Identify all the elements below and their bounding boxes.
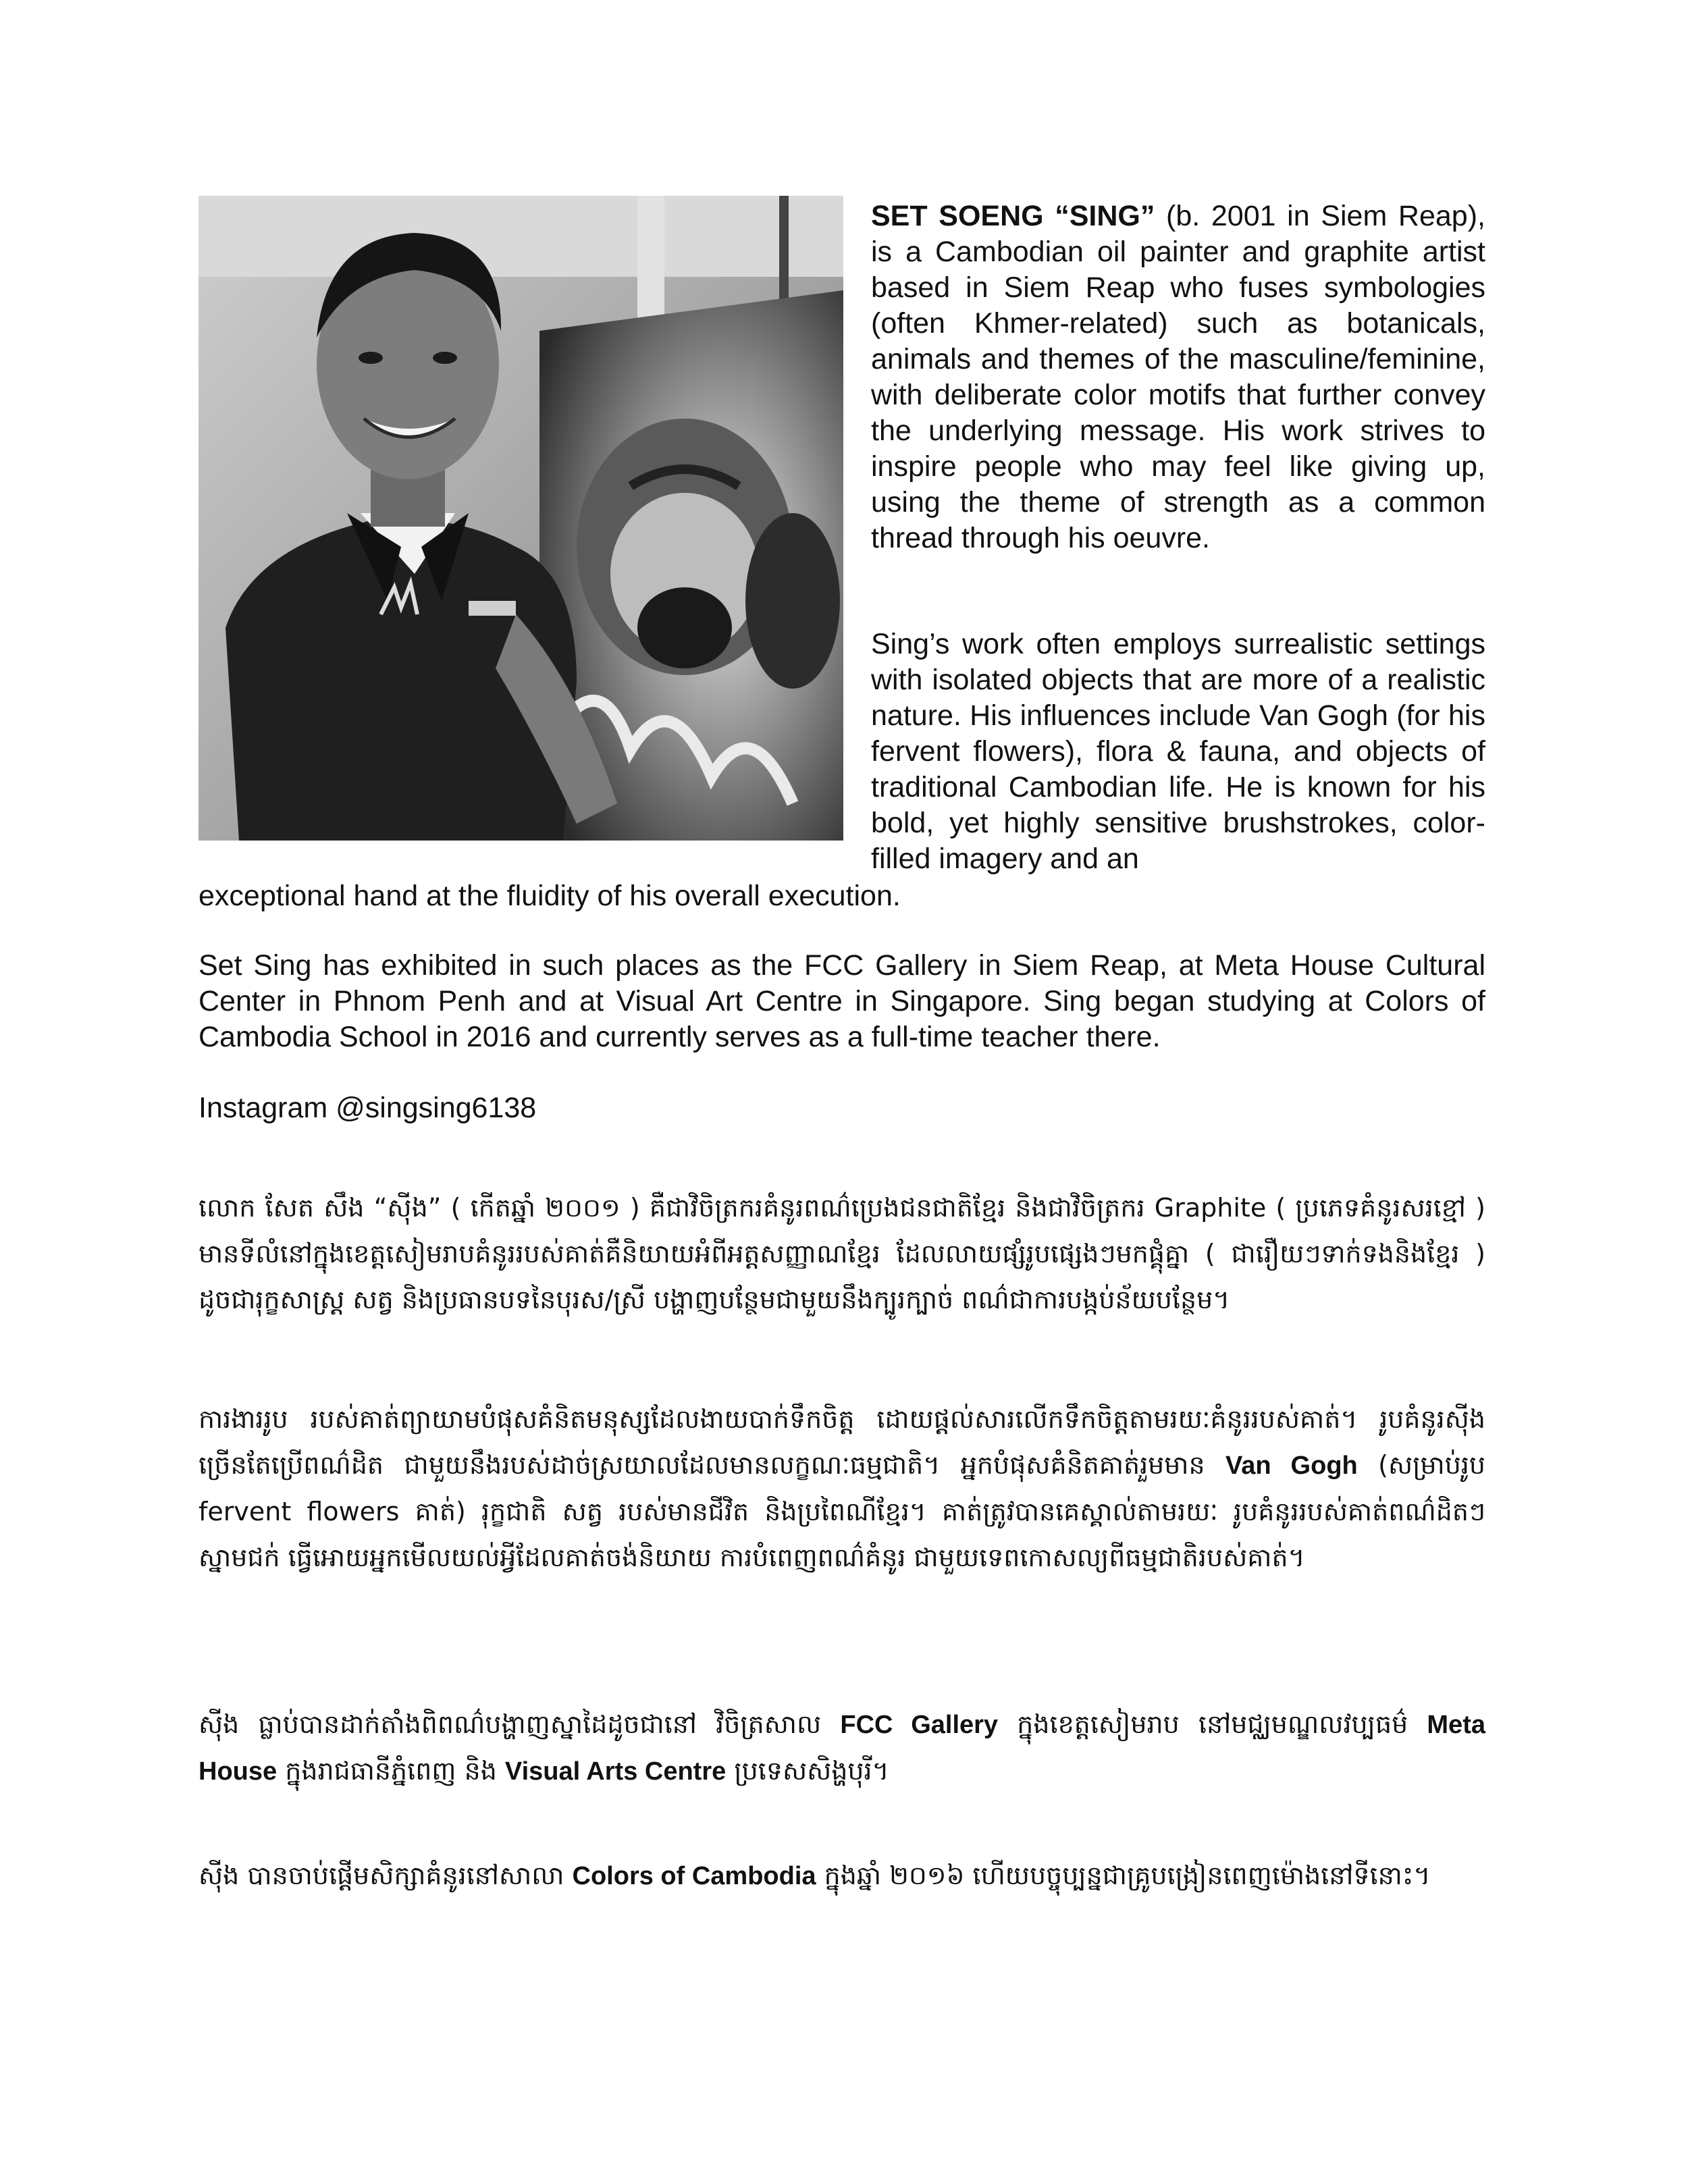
english-influences-tail: exceptional hand at the fluidity of his overall execution. bbox=[199, 880, 901, 912]
khmer-exhibitions-text-a: ស៊ីង ធ្លាប់បានដាក់តាំងពិពណ៌បង្ហាញស្នាដៃដូចជានៅ វិចិត្រសាល bbox=[199, 1709, 841, 1739]
artist-portrait-photo bbox=[199, 196, 843, 841]
instagram-handle: Instagram @singsing6138 bbox=[199, 1092, 537, 1124]
khmer-school-text-b: ក្នុងឆ្នាំ ២០១៦ ហើយបច្ចុប្បន្នជាគ្រូបង្រៀនពេញម៉ោងនៅទីនោះ។ bbox=[816, 1861, 1431, 1890]
khmer-exhibitions-paragraph bbox=[199, 1701, 1485, 1794]
khmer-exhibitions-text-c: ក្នុងរាជធានីភ្នំពេញ និង bbox=[277, 1756, 505, 1786]
artist-name-heading: SET SOENG “SING” bbox=[871, 200, 1155, 232]
khmer-fcc-gallery: FCC Gallery bbox=[840, 1711, 999, 1739]
khmer-bio-paragraph: លោក សែត សឹង “ស៊ីង” ( កើតឆ្នាំ ២០០១ ) គឺជាវិចិត្រករគំនូរពណ៌ប្រេងជនជាតិខ្មែរ និងជាវិចិត្រករ Graphite ( ប្រភេទគំនូរសរខ្មៅ ) មានទីលំនៅក្នុងខេត្តសៀមរាបគំនូររបស់គាត់គឺនិយាយអំពីអត្តសញ្ញាណខ្មែរ ដែលលាយផ្សំរូបផ្សេងៗមកផ្គុំគ្នា ( ជារឿយៗទាក់ទងនិងខ្មែរ ) ដូចជារុក្ខសាស្រ្ត សត្វ និងប្រធានបទនៃបុរស/ស្រី បង្ហាញបន្ថែមជាមួយនឹងក្បូរក្បាច់ ពណ៌ជាការបង្កប់ន័យបន្ថែម។ bbox=[199, 1193, 1485, 1314]
english-bio-text: (b. 2001 in Siem Reap), is a Cambodian oil painter and graphite artist based in Siem Reap who fuses symbologies (often Khmer-related) such as botanicals, animals and themes of the masculine/feminine, with deliberate color motifs that further convey the underlying message. His work strives to inspire people who may feel like giving up, using the theme of strength as a common thread through his oeuvre. bbox=[871, 200, 1485, 554]
khmer-visual-arts-centre: Visual Arts Centre bbox=[504, 1757, 727, 1786]
english-exhibitions-paragraph: Set Sing has exhibited in such places as the FCC Gallery in Siem Reap, at Meta House Cultural Center in Phnom Penh and at Visual Art Centre in Singapore. Sing began studying at Colors of Cambodia School in 2016 and currently serves as a full-time teacher there. bbox=[199, 949, 1485, 1053]
khmer-influences-text-b: (សម្រាប់រូប fervent flowers គាត់) រុក្ខជាតិ សត្វ របស់មានជីវិត និងប្រពៃណីខ្មែរ។ គាត់ត្រូវបានគេស្គាល់តាមរយៈ រូបគំនូររបស់គាត់ពណ៌ដិតៗ ស្នាមជក់ ធ្វើអោយអ្នកមើលយល់អ្វីដែលគាត់ចង់និយាយ ការបំពេញពណ៌គំនូរ ជាមួយទេពកោសល្យពីធម្មជាតិរបស់គាត់។ bbox=[199, 1450, 1485, 1572]
khmer-van-gogh: Van Gogh bbox=[1225, 1451, 1358, 1480]
english-bio-paragraph bbox=[871, 198, 1485, 556]
khmer-influences-text-a: ការងាររូប របស់គាត់ព្យាយាមបំផុសគំនិតមនុស្សដែលងាយបាក់ទឹកចិត្ត ដោយផ្តល់សារលើកទឹកចិត្តតាមរយៈគំនូររបស់គាត់។ រូបគំនូរស៊ីង ច្រើនតែប្រើពណ៌ដិត ជាមួយនឹងរបស់ដាច់ស្រយាលដែលមានលក្ខណៈធម្មជាតិ។ អ្នកបំផុសគំនិតគាត់រួមមាន bbox=[199, 1404, 1485, 1480]
khmer-meta-house: Meta House bbox=[199, 1711, 1485, 1786]
khmer-school-text-a: ស៊ីង បានចាប់ផ្តើមសិក្សាគំនូរនៅសាលា bbox=[199, 1861, 573, 1890]
khmer-colors-of-cambodia: Colors of Cambodia bbox=[572, 1862, 816, 1890]
khmer-exhibitions-text-d: ប្រទេសសិង្ហបុរី។ bbox=[726, 1756, 889, 1786]
portrait-image-icon bbox=[199, 196, 843, 841]
khmer-exhibitions-text-b: ក្នុងខេត្តសៀមរាប នៅមជ្ឈមណ្ឌលវប្បធម៌ bbox=[998, 1709, 1427, 1739]
english-influences-paragraph: Sing’s work often employs surrealistic settings with isolated objects that are more of a realistic nature. His influences include Van Gogh (for his fervent flowers), flora & fauna, and objects of traditional Cambodian life. He is known for his bold, yet highly sensitive brushstrokes, color-filled imagery and an bbox=[871, 628, 1485, 875]
khmer-school-paragraph bbox=[199, 1853, 1485, 1899]
khmer-influences-paragraph bbox=[199, 1396, 1485, 1580]
